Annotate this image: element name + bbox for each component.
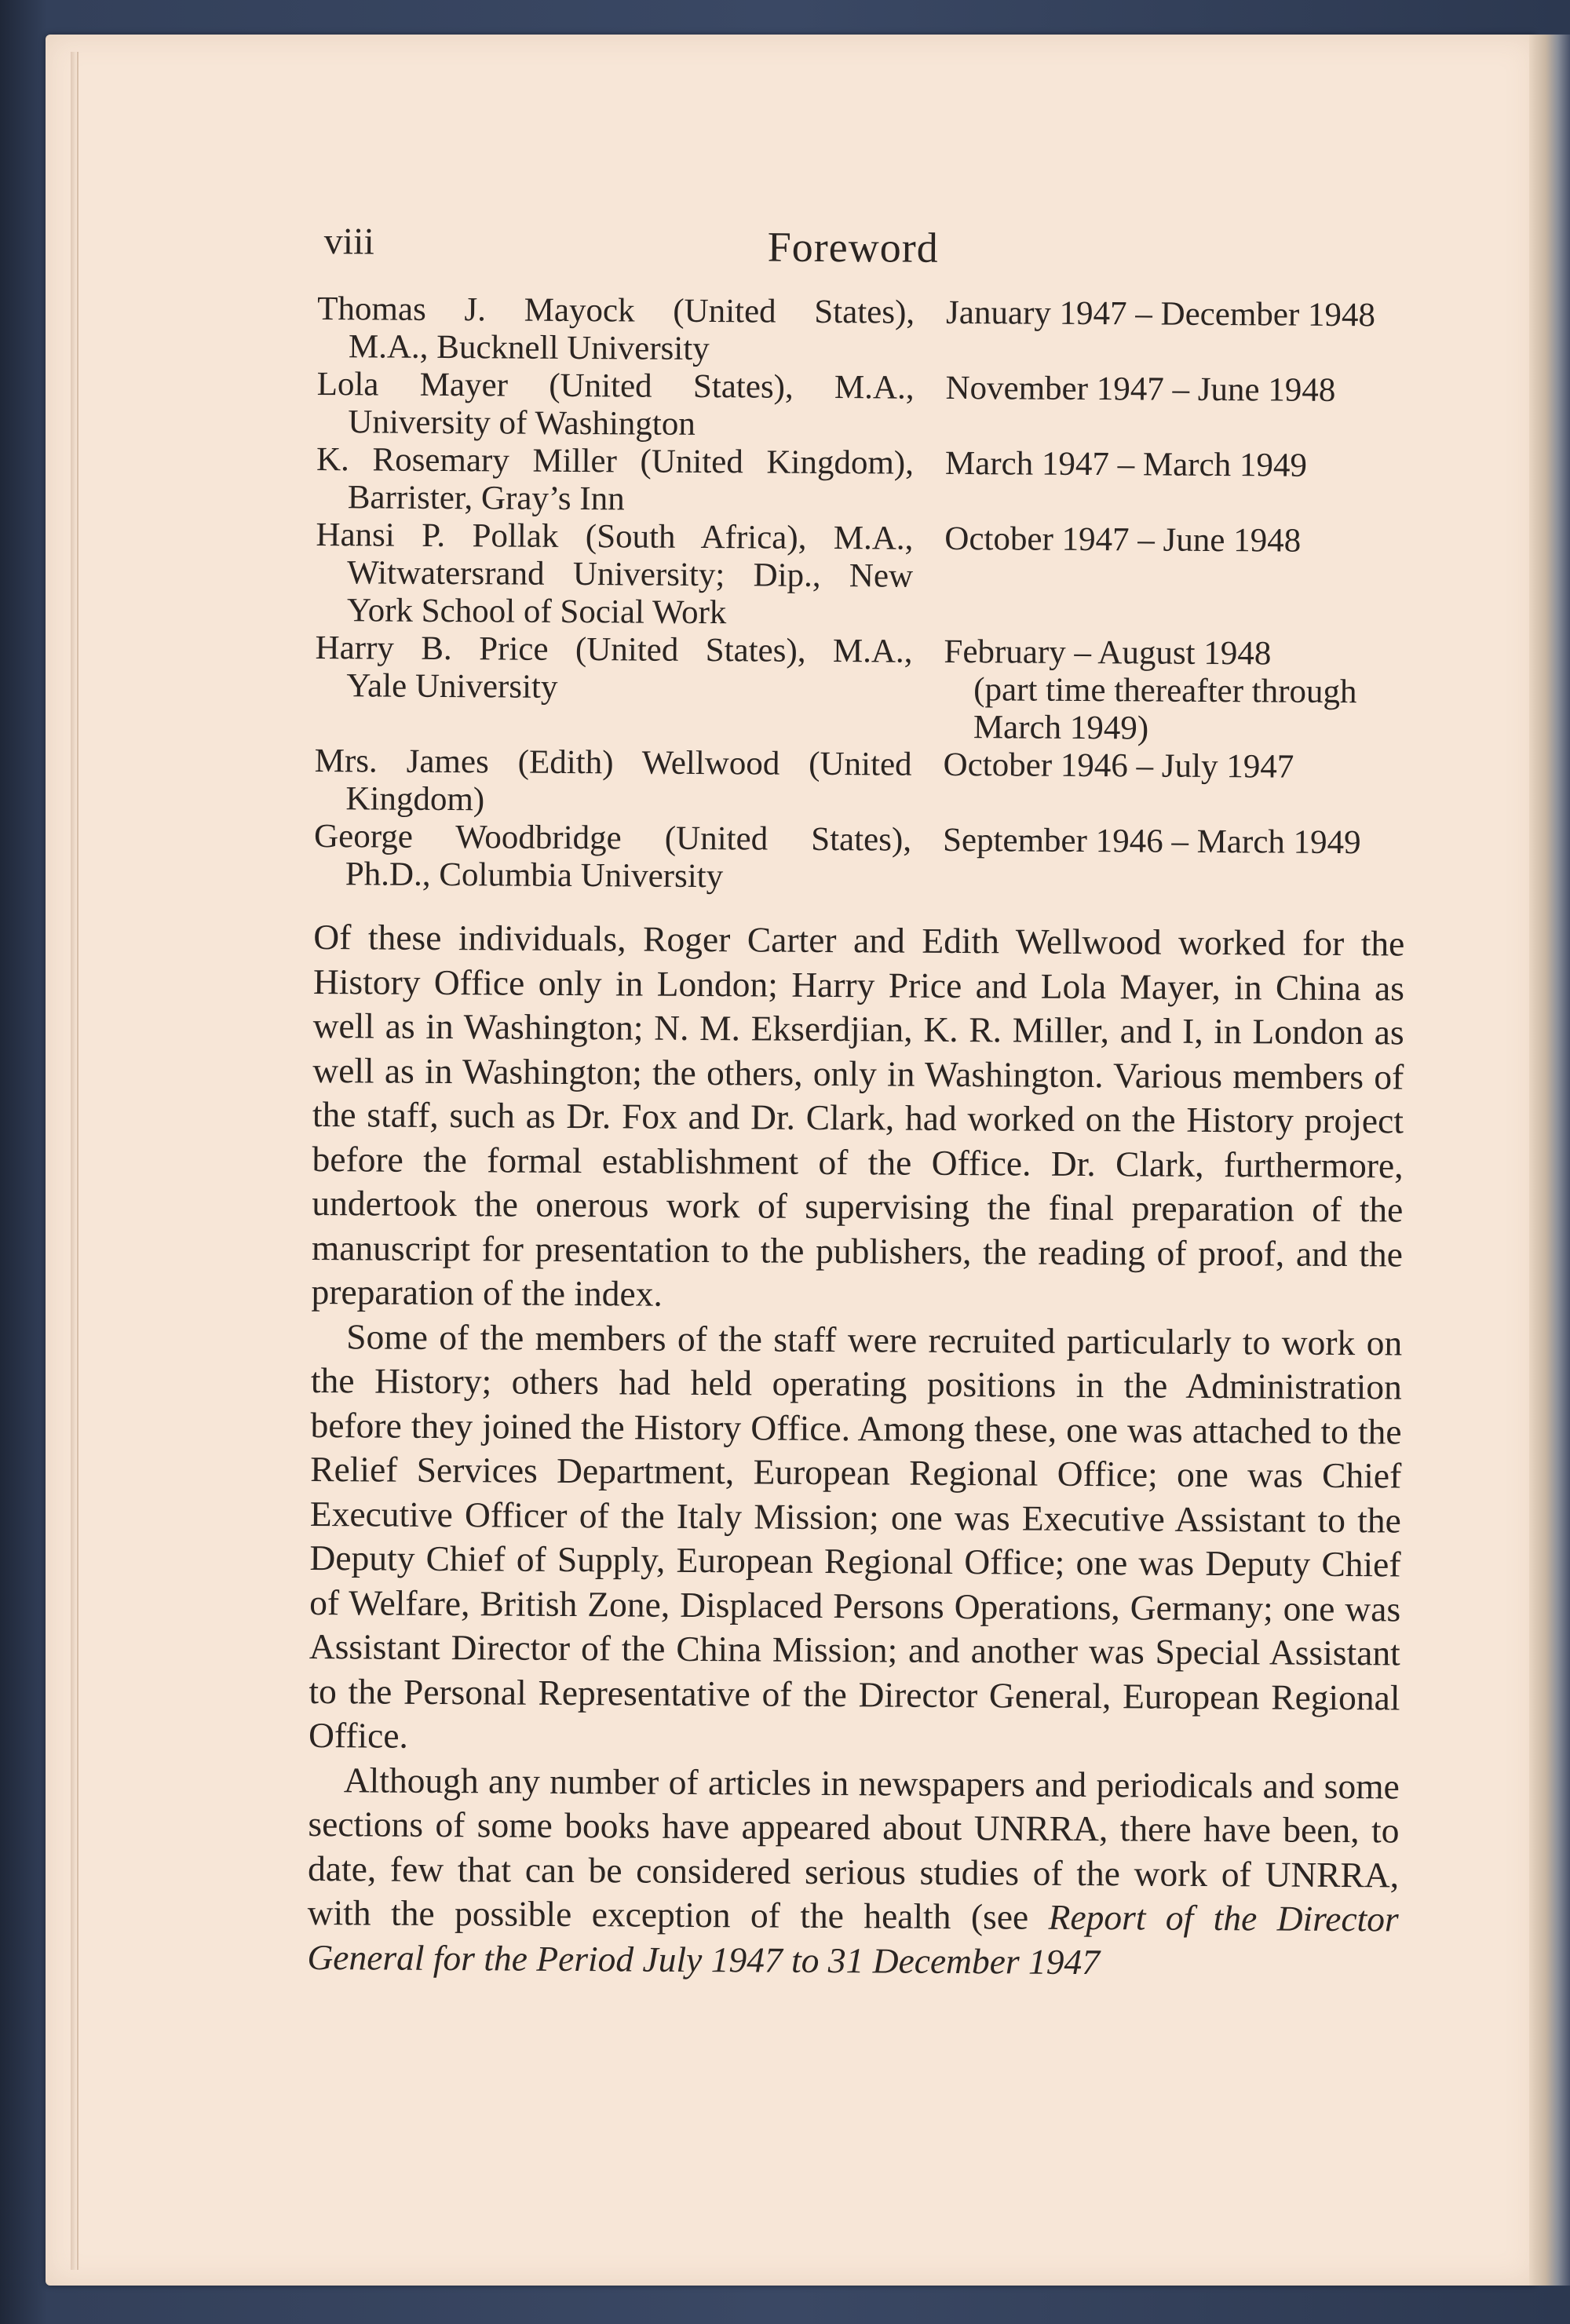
staff-name-line1: Hansi P. Pollak (South Africa), M.A., [316, 516, 914, 557]
staff-name-continuation: Ph.D., Columbia University [345, 856, 724, 896]
staff-name-continuation: M.A., Bucknell University [348, 328, 710, 368]
staff-name-line1: Thomas J. Mayock (United States), [317, 290, 915, 331]
staff-period-dates: October 1947 – June 1948 [944, 520, 1302, 560]
staff-name-continuation: Barrister, Gray’s Inn [347, 479, 625, 518]
staff-list [314, 290, 1409, 899]
staff-name-continuation: Yale University [346, 667, 558, 706]
staff-name [316, 441, 914, 520]
body-paragraph-2: Some of the members of the staff were recruited particularly to work on the History; others had held operating positions in the Administration before they joined the History Office. Among these, one was attached to the Relief Services Department, European Regional Office; one was Chief Executive Officer of the Italy Mission; one was Executive Assistant to the Deputy Chief of Supply, European Regional Office; one was Deputy Chief of Welfare, British Zone, Displaced Persons Operations, Germany; one was Assistant Director of the China Mission; and another was Special Assistant to the Personal Representative of the Director General, European Regional Office. [308, 1315, 1403, 1756]
staff-period [943, 746, 1406, 825]
staff-period-dates: January 1947 – December 1948 [945, 294, 1376, 334]
staff-row [315, 629, 1407, 749]
running-title: Foreword [767, 223, 939, 272]
staff-name-line1: Mrs. James (Edith) Wellwood (United [314, 742, 912, 783]
staff-name [316, 516, 914, 633]
staff-name [315, 629, 913, 746]
staff-period-dates: February – August 1948 [944, 633, 1272, 673]
staff-row [317, 290, 1409, 372]
staff-name-continuation: University of Washington [348, 403, 696, 443]
staff-period-note: (part time thereafter through March 1949) [973, 671, 1357, 747]
body-paragraph-3-text: Although any number of articles in newspapers and periodicals and some sections of some books have appeared about UNRRA, there have been, to date, few that can be considered serious studies of the work of UNRRA, with the possible exception of the health (see [307, 1759, 1400, 1937]
staff-period [945, 370, 1408, 448]
staff-name [314, 742, 911, 822]
staff-period [944, 633, 1407, 750]
staff-row [314, 742, 1406, 824]
staff-row [314, 818, 1406, 899]
staff-name-line1: Lola Mayer (United States), M.A., [316, 365, 915, 407]
body-paragraph-3 [307, 1757, 1400, 1986]
staff-name-continuation: Witwatersrand University; Dip., New York School of Social Work [346, 554, 914, 632]
staff-name [317, 290, 915, 370]
staff-period-dates: September 1946 – March 1949 [942, 821, 1361, 862]
staff-row [316, 366, 1408, 447]
page-gutter-edge [71, 52, 78, 2270]
page-content [307, 212, 1409, 1986]
page-header [317, 212, 1409, 297]
staff-period [945, 445, 1408, 524]
staff-period-dates: March 1947 – March 1949 [944, 444, 1308, 484]
staff-name-line1: Harry B. Price (United States), M.A., [315, 629, 913, 670]
staff-period [944, 520, 1408, 637]
staff-name-line1: George Woodbridge (United States), [313, 817, 912, 859]
staff-period-dates: October 1946 – July 1947 [943, 746, 1294, 786]
staff-row [316, 441, 1408, 523]
body-paragraph-3-italic-title: Report of the Director General for the Period July 1947 to 31 December 1947 [307, 1896, 1399, 1982]
staff-name [316, 366, 914, 445]
staff-name-continuation: Kingdom) [345, 780, 485, 819]
staff-period [946, 294, 1409, 373]
staff-name-line1: K. Rosemary Miller (United Kingdom), [316, 440, 915, 482]
staff-name [314, 818, 911, 897]
page-number: viii [323, 221, 374, 263]
page-right-edge [1529, 35, 1570, 2286]
staff-period-dates: November 1947 – June 1948 [945, 369, 1336, 409]
staff-period [943, 822, 1406, 900]
staff-row [316, 516, 1408, 636]
body-paragraph-1: Of these individuals, Roger Carter and Edith Wellwood worked for the History Office only in London; Harry Price and Lola Mayer, in China as well as in Washington; N. M. Ekserdjian, K. R. Miller, and I, in London as well as in Washington; the others, only in Washington. Various members of the staff, such as Dr. Fox and Dr. Clark, had worked on the History project before the formal establishment of the Office. Dr. Clark, furthermore, undertook the onerous work of supervising the final preparation of the manuscript for presentation to the publishers, the reading of proof, and the preparation of the index. [311, 916, 1405, 1314]
